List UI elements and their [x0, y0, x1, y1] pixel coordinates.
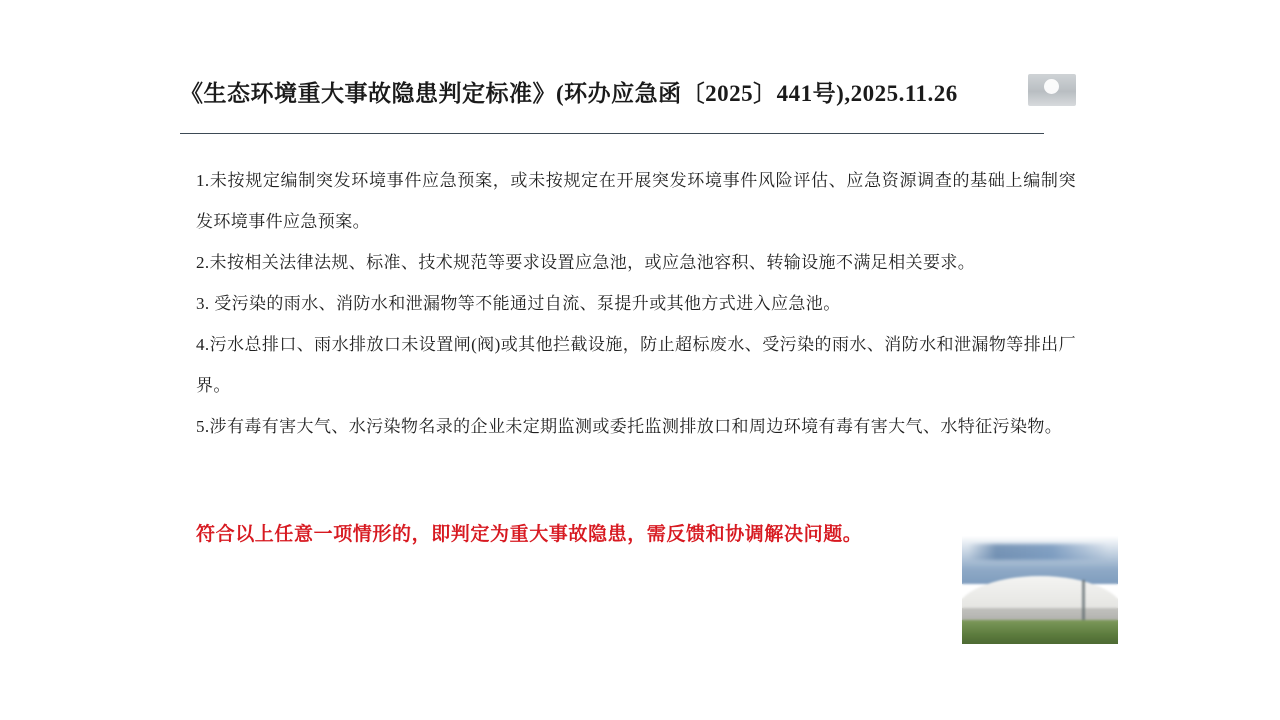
thumbnail-highlight-icon	[1044, 79, 1059, 94]
conclusion-text: 符合以上任意一项情形的，即判定为重大事故隐患，需反馈和协调解决问题。	[196, 524, 863, 545]
slide-title	[180, 78, 1040, 110]
title-divider	[180, 133, 1044, 134]
list-item: 2.未按相关法律法规、标准、技术规范等要求设置应急池，或应急池容积、转输设施不满足相关要求。	[196, 253, 976, 272]
list-item: 3. 受污染的雨水、消防水和泄漏物等不能通过自流、泵提升或其他方式进入应急池。	[196, 294, 841, 313]
list-item: 1.未按规定编制突发环境事件应急预案，或未按规定在开展突发环境事件风险评估、应急资源调查的基础上编制突发环境事件应急预案。	[196, 171, 1076, 231]
storage-tank-photo	[962, 536, 1118, 644]
criteria-list	[196, 160, 1076, 447]
photo-blur-overlay	[962, 536, 1118, 644]
photo-thumbnail-icon	[1028, 74, 1076, 106]
page-title: 《生态环境重大事故隐患判定标准》(环办应急函〔2025〕441号),2025.11.26	[180, 81, 958, 106]
list-item: 4.污水总排口、雨水排放口未设置闸(阀)或其他拦截设施，防止超标废水、受污染的雨水、消防水和泄漏物等排出厂界。	[196, 335, 1076, 395]
list-item: 5.涉有毒有害大气、水污染物名录的企业未定期监测或委托监测排放口和周边环境有毒有害大气、水特征污染物。	[196, 417, 1063, 436]
